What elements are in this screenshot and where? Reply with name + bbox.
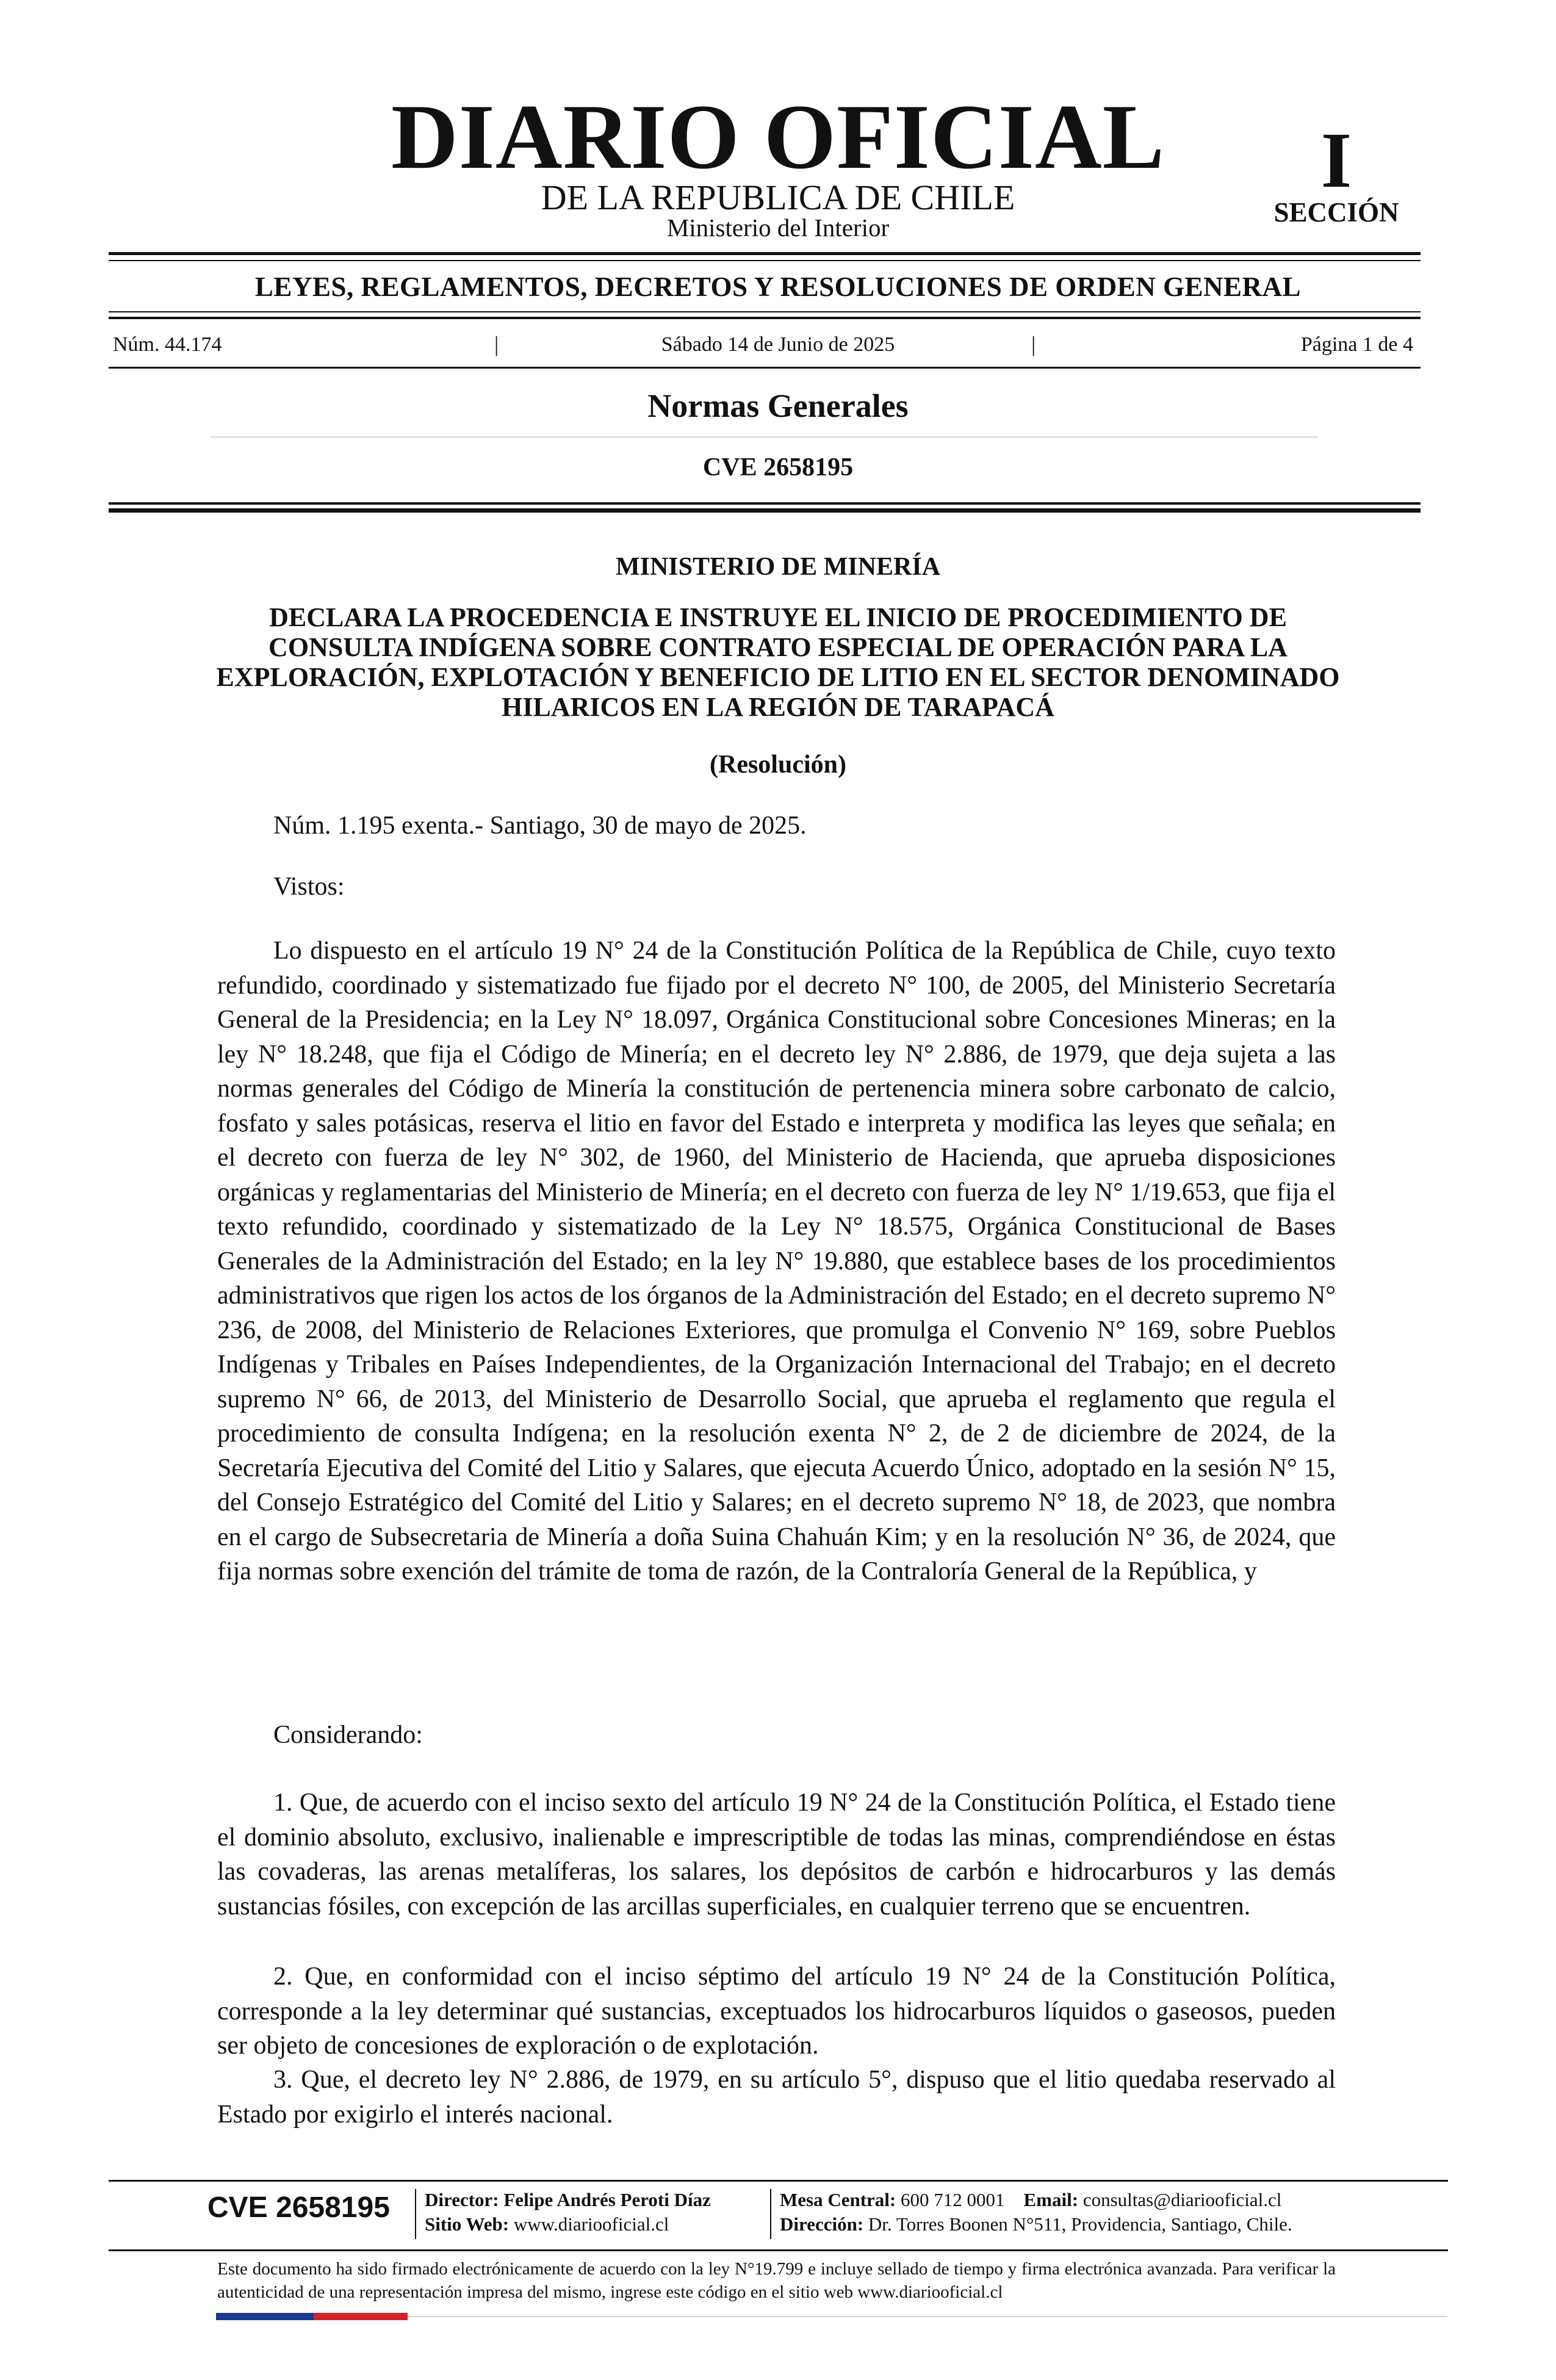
info-separator: | <box>1031 332 1036 356</box>
divider <box>415 2189 416 2239</box>
divider <box>109 311 1421 312</box>
director-name: Felipe Andrés Peroti Díaz <box>503 2189 711 2210</box>
vistos-paragraph: Lo dispuesto en el artículo 19 N° 24 de la Constitución Política de la República de Chile, cuyo texto refundido, coordinado y sistematizado fue fijado por el decreto N° 100, de 2005, del Ministerio Secretaría General de la Presidencia; en la Ley N° 18.097, Orgánica Constitucional sobre Concesiones Mineras; en la ley N° 18.248, que fija el Código de Minería; en el decreto ley N° 2.886, de 1979, que deja sujeta a las normas generales del Código de Minería la constitución de pertenencia minera sobre carbonato de calcio, fosfato y sales potásicas, reserva el litio en favor del Estado e interpreta y modifica las leyes que señala; en el decreto con fuerza de ley N° 302, de 1960, del Ministerio de Hacienda, que aprueba disposiciones orgánicas y reglamentarias del Ministerio de Minería; en el decreto con fuerza de ley N° 1/19.653, que fija el texto refundido, coordinado y sistematizado de la Ley N° 18.575, Orgánica Constitucional de Bases Generales de la Administración del Estado; en la ley N° 19.880, que establece bases de los procedimientos administrativos que rigen los actos de los órganos de la Administración del Estado; en el decreto supremo N° 236, de 2008, del Ministerio de Relaciones Exteriores, que promulga el Convenio N° 169, sobre Pueblos Indígenas y Tribales en Países Independientes, de la Organización Internacional del Trabajo; en el decreto supremo N° 66, de 2013, del Ministerio de Desarrollo Social, que aprueba el reglamento que regula el procedimiento de consulta Indígena; en la resolución exenta N° 2, de 2 de diciembre de 2024, de la Secretaría Ejecutiva del Comité del Litio y Salares, que ejecuta Acuerdo Único, adoptado en la sesión N° 15, del Consejo Estratégico del Comité del Litio y Salares; en el decreto supremo N° 18, de 2023, que nombra en el cargo de Subsecretaria de Minería a doña Suina Chahuán Kim; y en la resolución N° 36, de 2024, que fija normas sobre exención del trámite de toma de razón, de la Contraloría General de la República, y <box>217 937 1336 1585</box>
footer-contact-block <box>780 2188 1292 2237</box>
legal-notice: Este documento ha sido firmado electrónicamente de acuerdo con la ley N°19.799 e incluye sellado de tiempo y firma electrónica avanzada. Para verificar la autenticidad de una representación impresa del mismo, ingrese este código en el sitio web www.diariooficial.cl <box>217 2259 1336 2302</box>
divider <box>109 2249 1448 2251</box>
mesa-label: Mesa Central: <box>780 2189 896 2210</box>
divider <box>109 2180 1448 2182</box>
footer-director-block <box>425 2188 711 2237</box>
address-label: Dirección: <box>780 2213 864 2235</box>
email-link[interactable]: consultas@diariooficial.cl <box>1082 2189 1282 2210</box>
masthead-ministry: Ministerio del Interior <box>666 214 890 242</box>
director-label: Director: <box>425 2189 499 2210</box>
masthead-subtitle: DE LA REPUBLICA DE CHILE <box>541 178 1015 217</box>
flag-bar-red <box>314 2313 408 2320</box>
section-title: Normas Generales <box>647 388 909 424</box>
document-title: DECLARA LA PROCEDENCIA E INSTRUYE EL INICIO DE PROCEDIMIENTO DE CONSULTA INDÍGENA SOBRE CONTRATO ESPECIAL DE OPERACIÓN PARA LA EXPLORACIÓN, EXPLOTACIÓN Y BENEFICIO DE LITIO EN EL SECTOR DENOMINADO HILARICOS EN LA REGIÓN DE TARAPACÁ <box>216 602 1340 722</box>
vistos-label: Vistos: <box>273 873 345 901</box>
cve-code: CVE 2658195 <box>702 453 854 481</box>
section-number: I <box>1320 117 1352 204</box>
web-label: Sitio Web: <box>425 2213 510 2235</box>
considerando-item: 3. Que, el decreto ley N° 2.886, de 1979, en su artículo 5°, dispuso que el litio quedaba reservado al Estado por exigirlo el interés nacional. <box>217 2066 1336 2129</box>
divider <box>109 260 1421 261</box>
considerando-item: 1. Que, de acuerdo con el inciso sexto del artículo 19 N° 24 de la Constitución Política, el Estado tiene el dominio absoluto, exclusivo, inalienable e imprescriptible de todas las minas, comprendiéndose en éstas las covaderas, las arenas metalíferas, los salares, los depósitos de carbón e hidrocarburos y las demás sustancias fósiles, con excepción de las arcillas superficiales, en cualquier terreno que se encuentren. <box>217 1789 1336 1920</box>
page-indicator: Página 1 de 4 <box>1300 333 1413 356</box>
web-link[interactable]: www.diariooficial.cl <box>513 2213 669 2235</box>
divider <box>109 252 1421 255</box>
document-type: (Resolución) <box>710 751 846 779</box>
issue-number: Núm. 44.174 <box>113 333 222 356</box>
document-ministry: MINISTERIO DE MINERÍA <box>615 553 941 581</box>
footer-cve-code: CVE 2658195 <box>207 2191 390 2224</box>
info-separator: | <box>494 332 499 356</box>
resolution-number: Núm. 1.195 exenta.- Santiago, 30 de mayo de 2025. <box>273 812 807 840</box>
divider <box>109 508 1421 513</box>
divider <box>109 317 1421 319</box>
divider <box>211 436 1318 438</box>
masthead-title: DIARIO OFICIAL <box>391 85 1165 188</box>
divider <box>109 367 1421 369</box>
footer-line <box>408 2316 1447 2317</box>
section-label: SECCIÓN <box>1273 197 1399 228</box>
divider <box>770 2189 771 2239</box>
considerando-label: Considerando: <box>273 1721 423 1749</box>
category-heading: LEYES, REGLAMENTOS, DECRETOS Y RESOLUCIONES DE ORDEN GENERAL <box>254 272 1302 302</box>
email-label: Email: <box>1023 2189 1079 2210</box>
divider <box>109 502 1421 505</box>
issue-date: Sábado 14 de Junio de 2025 <box>661 333 895 356</box>
mesa-phone: 600 712 0001 <box>901 2189 1005 2210</box>
considerando-item: 2. Que, en conformidad con el inciso séptimo del artículo 19 N° 24 de la Constitución Política, corresponde a la ley determinar qué sustancias, exceptuados los hidrocarburos líquidos o gaseosos, pueden ser objeto de concesiones de exploración o de explotación. <box>217 1963 1336 2060</box>
address-value: Dr. Torres Boonen N°511, Providencia, Santiago, Chile. <box>868 2213 1292 2235</box>
flag-bar-blue <box>216 2313 314 2320</box>
